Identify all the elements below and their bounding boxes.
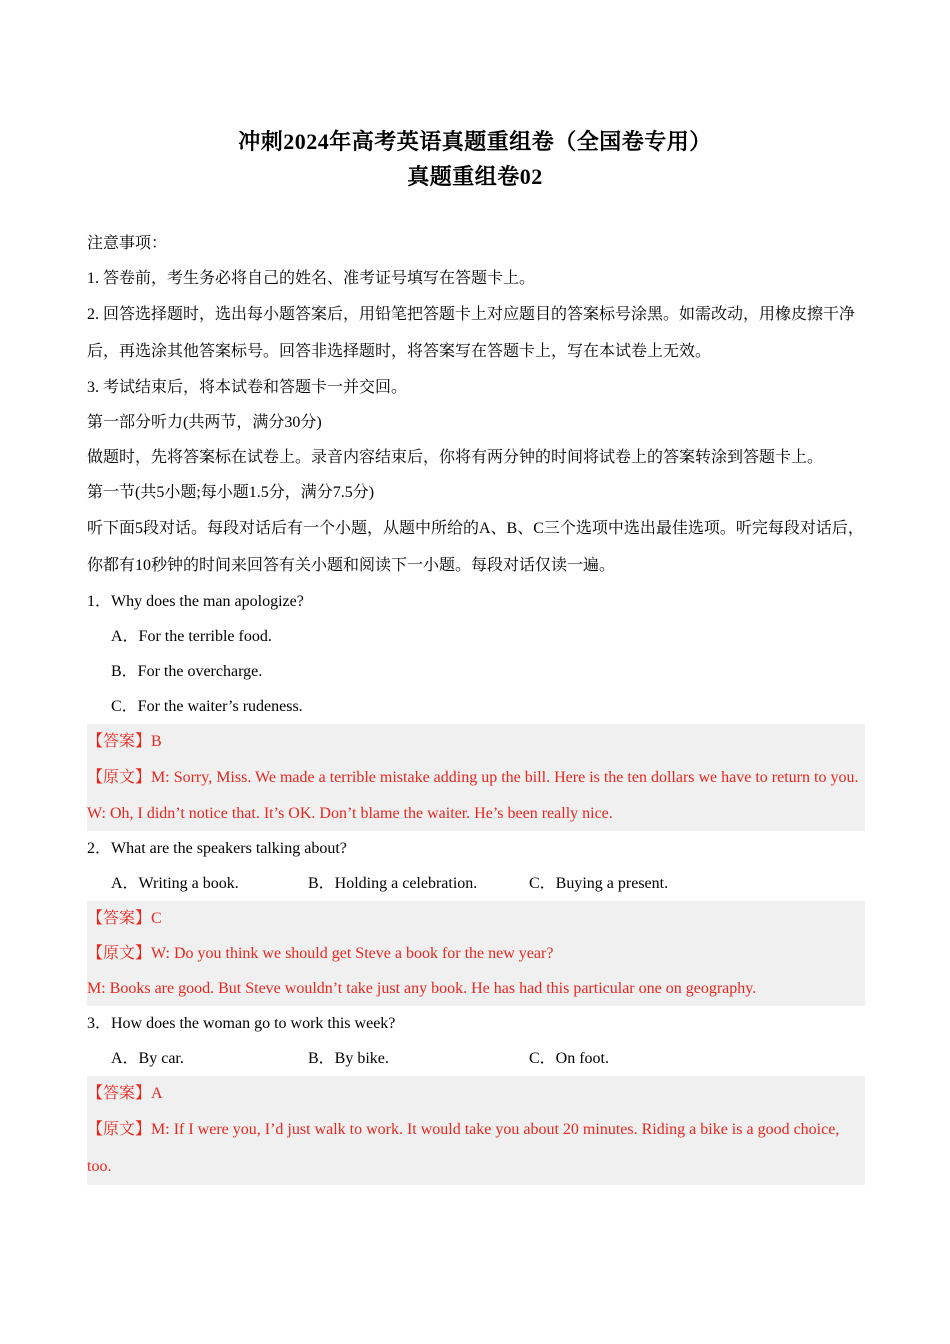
question-1-option-b: B．For the overcharge. xyxy=(111,663,263,680)
script-text: M: Sorry, Miss. We made a terrible mistake adding up the bill. Here is the ten dollars we have to return to you. xyxy=(151,769,859,786)
section1-heading: 第一节(共5小题;每小题1.5分，满分7.5分) xyxy=(87,484,375,501)
question-2-script-2: M: Books are good. But Steve wouldn’t take just any book. He has had this particular one on geography. xyxy=(87,980,757,997)
question-3-options xyxy=(87,1041,865,1076)
question-2-answer-box xyxy=(87,901,865,1006)
exam-title: 冲刺2024年高考英语真题重组卷（全国卷专用） xyxy=(238,129,712,154)
question-1-stem: 1．Why does the man apologize? xyxy=(87,593,304,610)
question-3-script-1 xyxy=(87,1111,865,1185)
section1-instruction: 听下面5段对话。每段对话后有一个小题，从题中所给的A、B、C三个选项中选出最佳选项。听完每段对话后，你都有10秒钟的时间来回答有关小题和阅读下一小题。每段对话仅读一遍。 xyxy=(87,520,864,574)
question-2-options xyxy=(87,866,865,901)
question-3-stem: 3．How does the woman go to work this week? xyxy=(87,1015,396,1032)
answer-tag: 【答案】 xyxy=(87,733,152,750)
script-text: W: Do you think we should get Steve a book for the new year? xyxy=(151,945,554,962)
question-2-option-b: B．Holding a celebration. xyxy=(308,875,478,892)
question-1-option-a: A．For the terrible food. xyxy=(111,628,272,645)
question-2-script-1 xyxy=(87,936,865,971)
notice-item-2: 2. 回答选择题时，选出每小题答案后，用铅笔把答题卡上对应题目的答案标号涂黑。如需改动，用橡皮擦干净后，再选涂其他答案标号。回答非选择题时，将答案写在答题卡上，写在本试卷上无效。 xyxy=(87,306,856,360)
question-1-option-c: C．For the waiter’s rudeness. xyxy=(111,698,303,715)
question-2-option-a: A．Writing a book. xyxy=(111,875,239,892)
part1-instruction: 做题时，先将答案标在试卷上。录音内容结束后，你将有两分钟的时间将试卷上的答案转涂到答题卡上。 xyxy=(87,449,824,466)
exam-subtitle: 真题重组卷02 xyxy=(407,164,543,189)
question-1-answer xyxy=(87,724,865,759)
notice-item-1: 1. 答卷前，考生务必将自己的姓名、准考证号填写在答题卡上。 xyxy=(87,270,536,287)
question-3-option-b: B．By bike. xyxy=(308,1050,389,1067)
question-3-answer-box xyxy=(87,1076,865,1185)
question-3-option-a: A．By car. xyxy=(111,1050,184,1067)
question-1-script-2: W: Oh, I didn’t notice that. It’s OK. Don’t blame the waiter. He’s been really nice. xyxy=(87,805,613,822)
script-tag: 【原文】 xyxy=(87,769,152,786)
notice-item-3: 3. 考试结束后，将本试卷和答题卡一并交回。 xyxy=(87,379,408,396)
part1-heading: 第一部分听力(共两节，满分30分) xyxy=(87,414,322,431)
exam-content xyxy=(87,226,865,1185)
question-1-answer-box xyxy=(87,724,865,831)
answer-tag: 【答案】 xyxy=(87,1085,152,1102)
question-3-answer xyxy=(87,1076,865,1111)
answer-tag: 【答案】 xyxy=(87,910,152,927)
answer-value: C xyxy=(151,910,162,927)
question-2-stem: 2．What are the speakers talking about? xyxy=(87,840,347,857)
question-2-option-c: C．Buying a present. xyxy=(529,875,669,892)
answer-value: B xyxy=(151,733,162,750)
question-1-script-1 xyxy=(87,759,865,796)
question-2-answer xyxy=(87,901,865,936)
notice-heading: 注意事项： xyxy=(87,235,168,252)
question-3-option-c: C．On foot. xyxy=(529,1050,610,1067)
script-tag: 【原文】 xyxy=(87,945,152,962)
script-tag: 【原文】 xyxy=(87,1121,152,1138)
answer-value: A xyxy=(151,1085,163,1102)
script-text: M: If I were you, I’d just walk to work. It would take you about 20 minutes. Riding a bike is a good choice, too. xyxy=(87,1121,840,1175)
